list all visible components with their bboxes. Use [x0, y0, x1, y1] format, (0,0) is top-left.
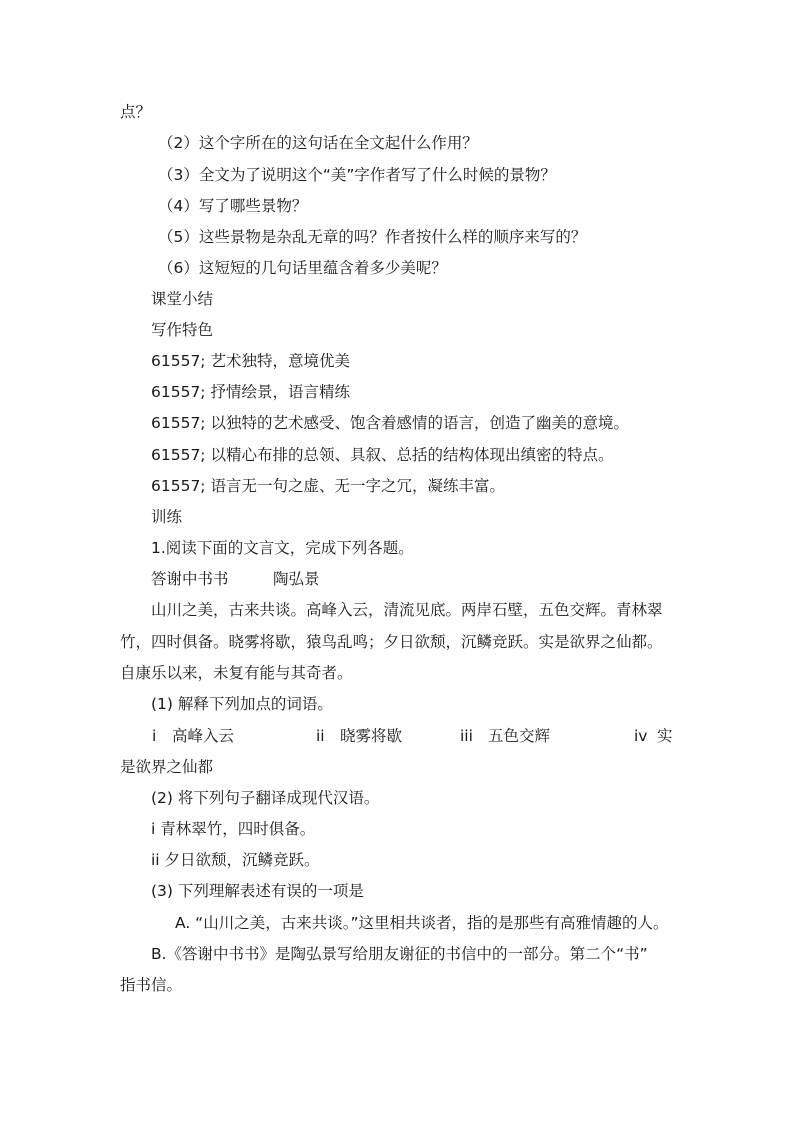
task-1: 1.阅读下面的文言文，完成下列各题。: [151, 539, 414, 557]
question-6: （6）这短短的几句话里蕴含着多少美呢？: [158, 259, 447, 277]
passage-line: 山川之美，古来共谈。高峰入云，清流见底。两岸石壁，五色交辉。青林翠: [151, 601, 663, 619]
option-a: A. “山川之美，古来共谈。”这里相共谈者，指的是那些有高雅情趣的人。: [175, 914, 669, 932]
word-item: 高峰入云: [172, 727, 235, 745]
translation-item: ii 夕日欲颓，沉鳞竞跃。: [151, 851, 320, 869]
feature-item: 61557; 语言无一句之虚、无一字之冗，凝练丰富。: [151, 477, 505, 495]
passage-line: 自康乐以来，未复有能与其奇者。: [120, 664, 353, 682]
option-b: B.《答谢中书书》是陶弘景写给朋友谢征的书信中的一部分。第二个“书”: [151, 945, 648, 963]
word-number: i: [152, 727, 157, 745]
question-1-continuation: 点？: [120, 103, 152, 121]
word-number: iii: [460, 727, 473, 745]
poem-title: 答谢中书书: [151, 570, 229, 588]
word-item: 实: [657, 727, 673, 745]
word-item: 五色交辉: [488, 727, 551, 745]
question-5: （5）这些景物是杂乱无章的吗？作者按什么样的顺序来写的？: [158, 228, 587, 246]
feature-item: 61557; 以精心布排的总领、具叙、总括的结构体现出缜密的特点。: [151, 446, 614, 464]
practice-heading: 训练: [151, 508, 183, 526]
option-b-continuation: 指书信。: [120, 976, 183, 994]
translation-item: i 青林翠竹，四时俱备。: [151, 820, 316, 838]
feature-item: 61557; 以独特的艺术感受、饱含着感情的语言，创造了幽美的意境。: [151, 414, 629, 432]
sub-question-2: (2) 将下列句子翻译成现代汉语。: [151, 789, 380, 807]
passage-line: 竹，四时俱备。晓雾将歇，猿鸟乱鸣；夕日欲颓，沉鳞竞跃。实是欲界之仙都。: [120, 633, 663, 651]
poem-author: 陶弘景: [273, 570, 320, 588]
sub-question-3: (3) 下列理解表述有误的一项是: [151, 882, 364, 900]
summary-heading: 课堂小结: [151, 290, 214, 308]
question-2: （2）这个字所在的这句话在全文起什么作用？: [158, 134, 478, 152]
word-item-continuation: 是欲界之仙都: [120, 758, 214, 776]
word-number: ii: [316, 727, 325, 745]
features-heading: 写作特色: [151, 321, 214, 339]
word-number: iv: [634, 727, 648, 745]
word-item: 晓雾将歇: [340, 727, 403, 745]
question-4: （4）写了哪些景物？: [158, 197, 308, 215]
feature-item: 61557; 艺术独特，意境优美: [151, 352, 350, 370]
sub-question-1: (1) 解释下列加点的词语。: [151, 695, 333, 713]
question-3: （3）全文为了说明这个“美”字作者写了什么时候的景物？: [158, 166, 556, 184]
feature-item: 61557; 抒情绘景，语言精练: [151, 383, 350, 401]
